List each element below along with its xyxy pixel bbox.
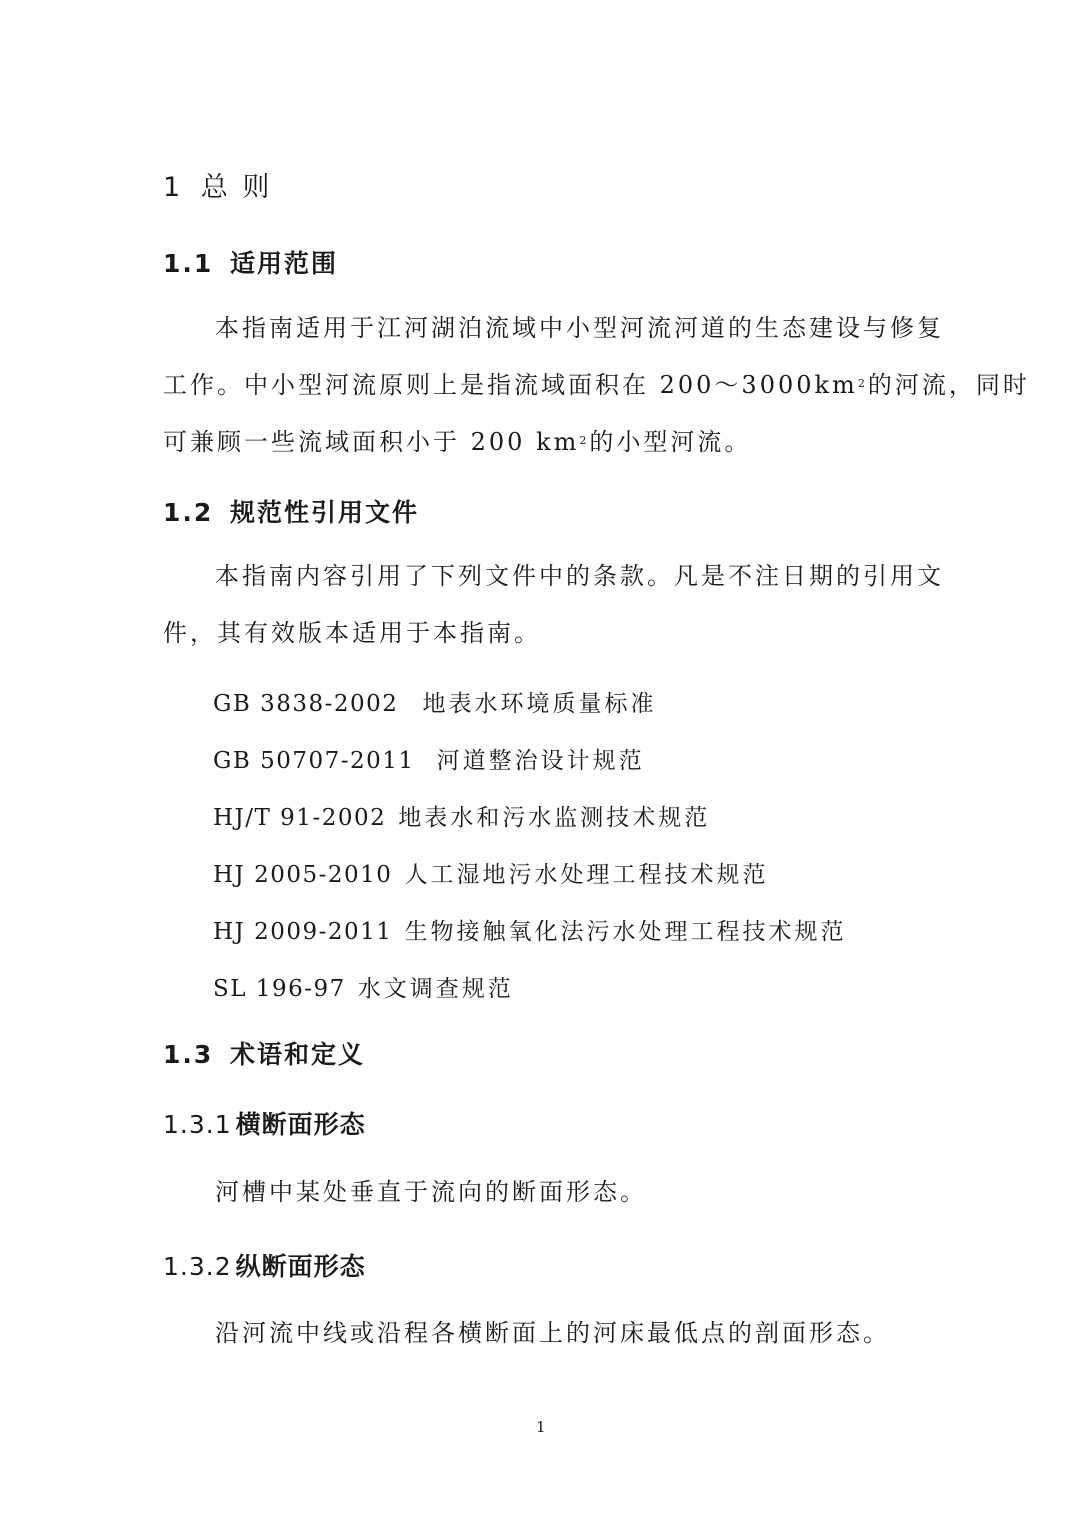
- reference-name: 生物接触氧化法污水处理工程技术规范: [404, 919, 847, 945]
- section-title: 适用范围: [230, 249, 339, 278]
- superscript-2: 2: [579, 434, 590, 447]
- reference-code: GB 3838-2002: [213, 691, 399, 717]
- paragraph-scope-line-1: 本指南适用于江河湖泊流域中小型河流河道的生态建设与修复: [215, 314, 944, 342]
- page-number: 1: [536, 1418, 546, 1436]
- subsection-title: 横断面形态: [235, 1110, 366, 1139]
- reference-item: [213, 799, 710, 832]
- reference-code: SL 196-97: [213, 976, 346, 1002]
- chapter-title: 总 则: [200, 172, 273, 203]
- paragraph-scope-line-3: [163, 414, 751, 471]
- reference-item: [213, 685, 656, 718]
- reference-name: 水文调查规范: [357, 976, 514, 1002]
- superscript-2: 2: [857, 377, 868, 390]
- section-heading-1-2: [163, 493, 419, 529]
- subsection-number: 1.3.1: [163, 1110, 232, 1139]
- section-number: 1.3: [163, 1040, 214, 1069]
- section-title: 术语和定义: [230, 1040, 366, 1069]
- paragraph-refs-line-2: 件，其有效版本适用于本指南。: [163, 619, 541, 647]
- paragraph-refs-line-1: 本指南内容引用了下列文件中的条款。凡是不注日期的引用文: [215, 562, 944, 590]
- reference-name: 地表水和污水监测技术规范: [398, 805, 711, 831]
- scope-line-2-tail: 的河流，同时: [867, 371, 1030, 399]
- reference-item: [213, 970, 514, 1003]
- reference-item: [213, 742, 645, 775]
- scope-line-3-text: 可兼顾一些流域面积小于 200 km: [163, 428, 580, 456]
- reference-item: [213, 856, 768, 889]
- section-heading-1-3: [163, 1035, 365, 1071]
- section-number: 1.1: [163, 249, 214, 278]
- section-number: 1.2: [163, 498, 214, 527]
- scope-line-2-text: 工作。中小型河流原则上是指流域面积在 200～3000km: [163, 371, 858, 399]
- reference-item: [213, 913, 846, 946]
- reference-code: HJ/T 91-2002: [213, 805, 387, 831]
- reference-name: 地表水环境质量标准: [422, 691, 657, 717]
- definition-longitudinal-section: 沿河流中线或沿程各横断面上的河床最低点的剖面形态。: [215, 1319, 890, 1347]
- section-heading-1-1: [163, 244, 338, 280]
- paragraph-scope-line-2: [163, 357, 1030, 414]
- reference-code: GB 50707-2011: [213, 748, 415, 774]
- section-title: 规范性引用文件: [230, 498, 420, 527]
- reference-code: HJ 2005-2010: [213, 862, 393, 888]
- chapter-heading: [163, 165, 272, 204]
- reference-name: 人工湿地污水处理工程技术规范: [404, 862, 769, 888]
- reference-code: HJ 2009-2011: [213, 919, 393, 945]
- subsection-title: 纵断面形态: [235, 1252, 366, 1281]
- chapter-number: 1: [163, 172, 184, 203]
- subsection-heading-1-3-1: [163, 1105, 366, 1141]
- reference-name: 河道整治设计规范: [436, 748, 645, 774]
- subsection-heading-1-3-2: [163, 1247, 366, 1283]
- subsection-number: 1.3.2: [163, 1252, 232, 1281]
- definition-cross-section: 河槽中某处垂直于流向的断面形态。: [215, 1178, 647, 1206]
- scope-line-3-tail: 的小型河流。: [589, 428, 752, 456]
